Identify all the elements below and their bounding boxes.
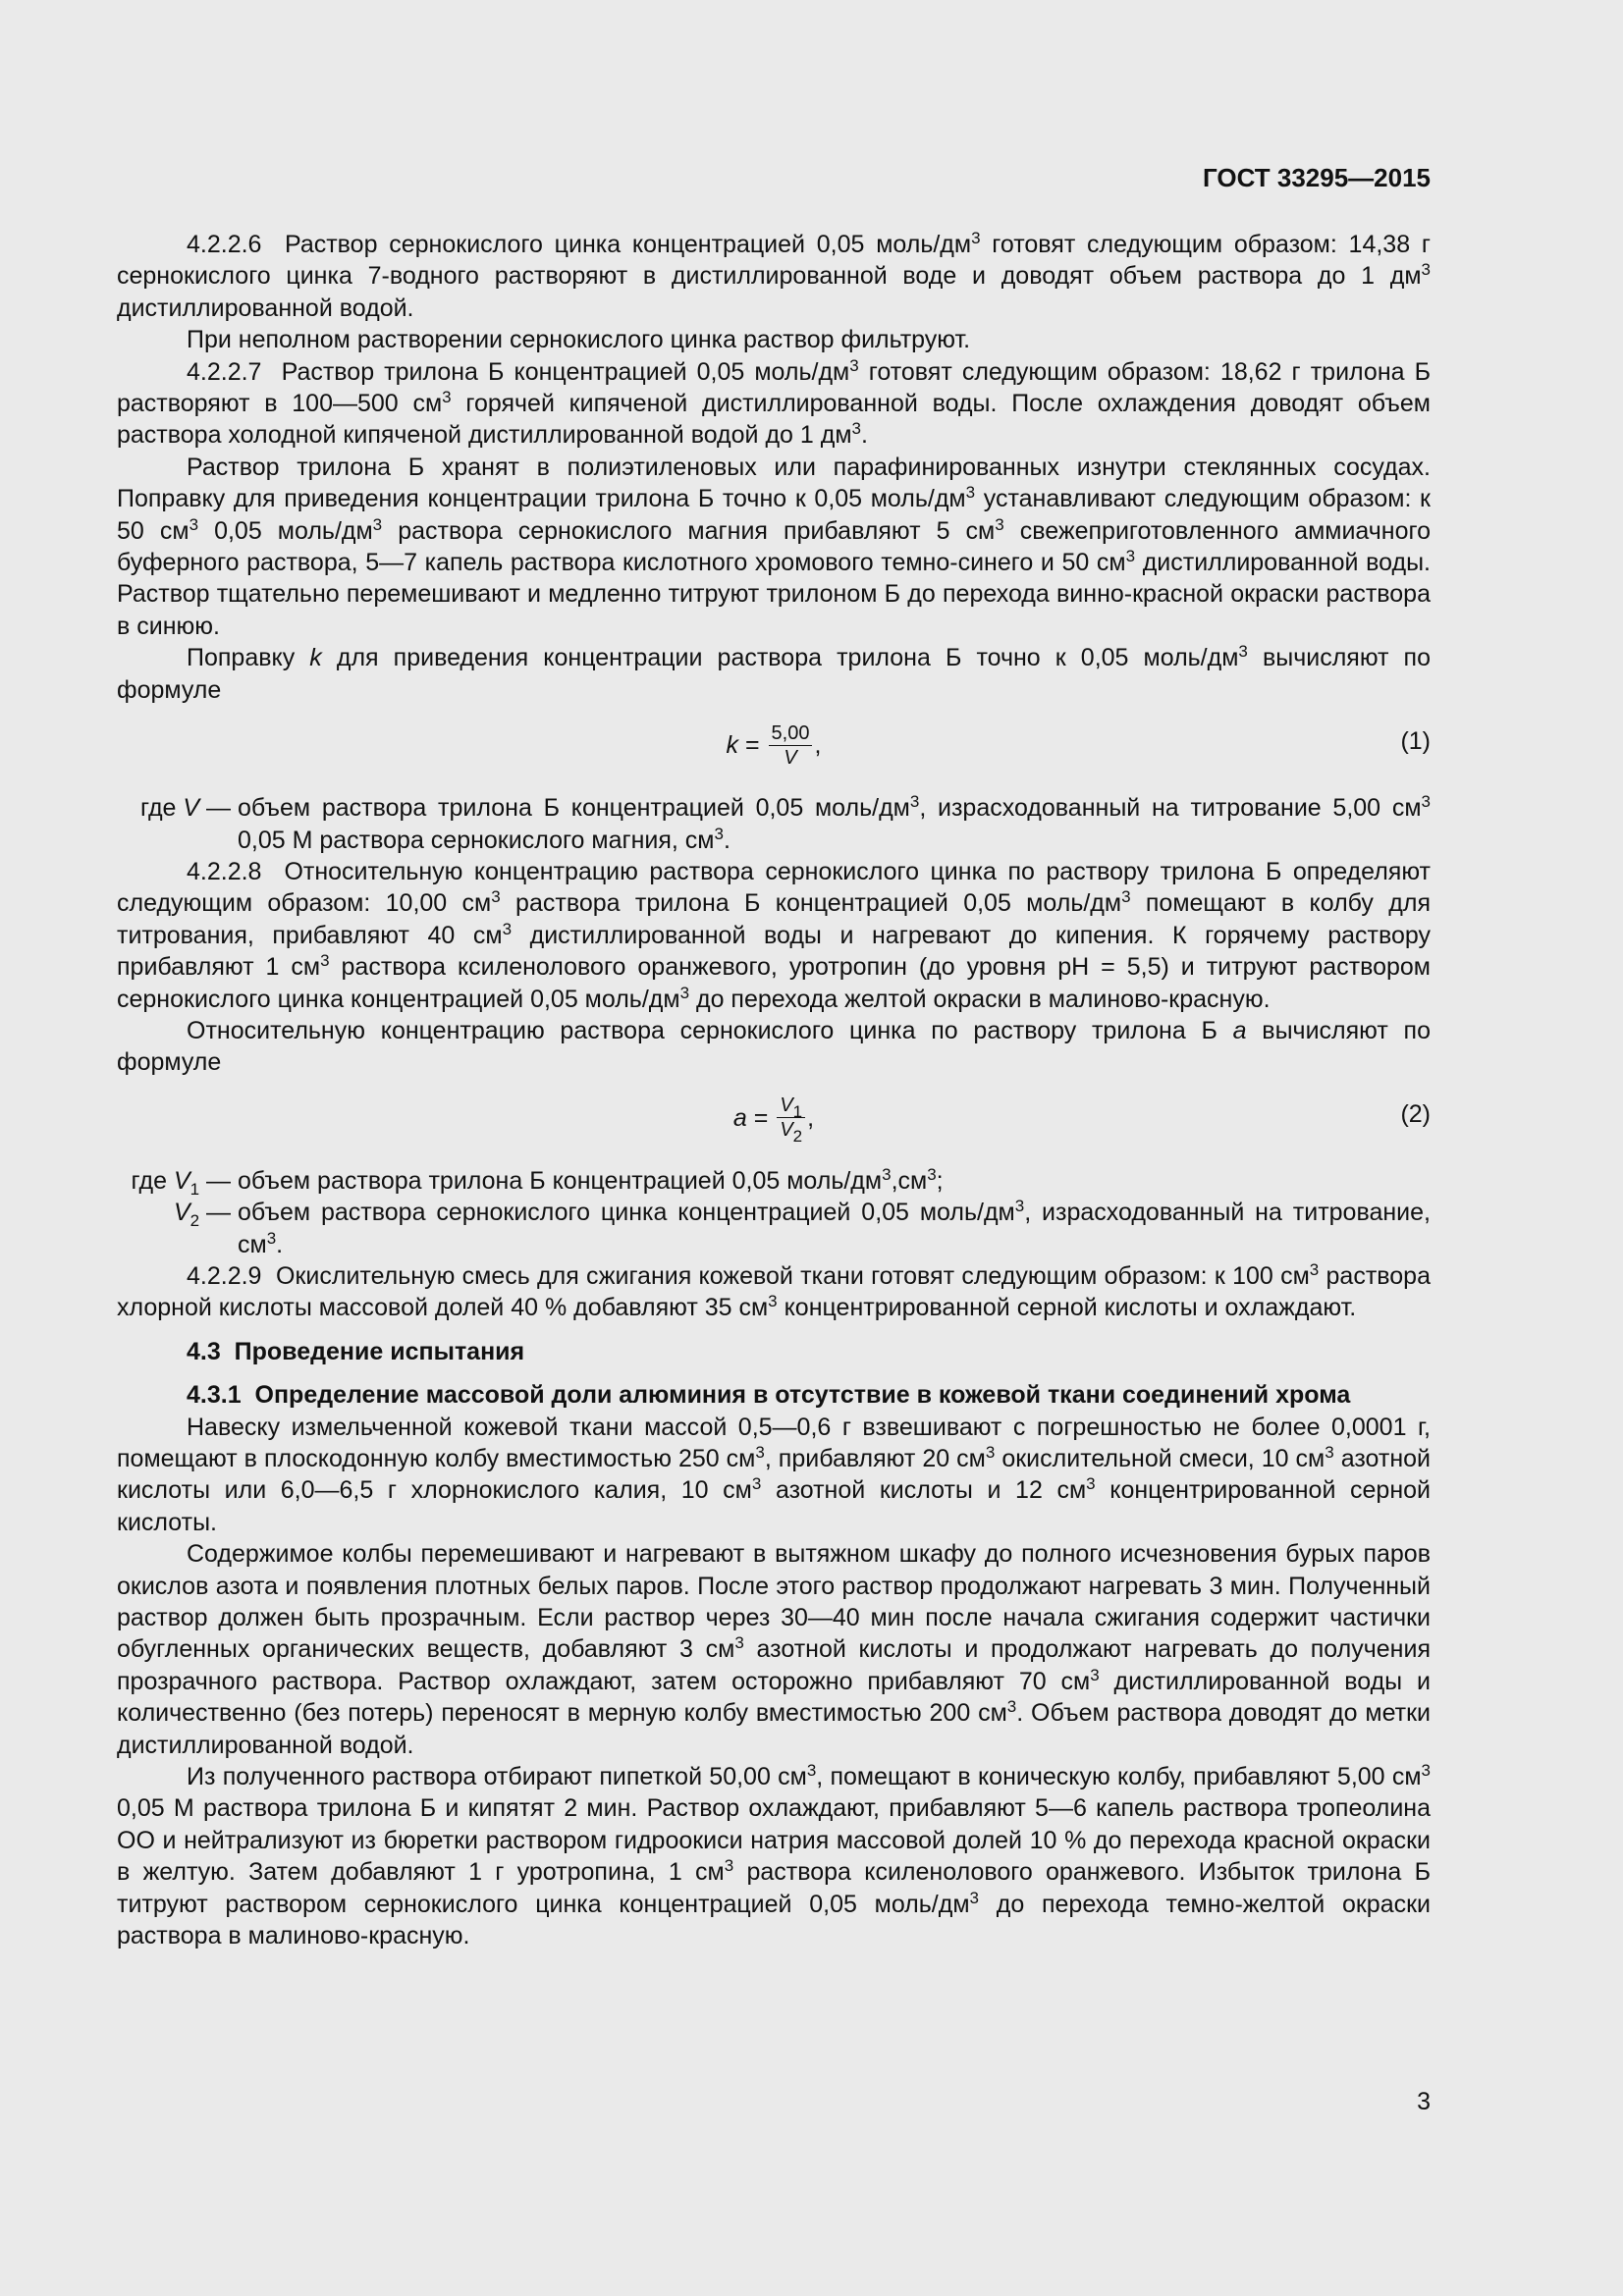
paragraph-4-2-2-6: 4.2.2.6 Раствор сернокислого цинка концентрацией 0,05 моль/$дм^3$ готовят следующим образом: 14,38 г сернокислого цинка 7-водного растворяют в дистиллированной воде и доводят объем раствора до 1 $дм^3$ дистиллированной водой. xyxy=(117,229,1431,322)
formula-2: a = $\frac{V_1}{V_2}$ , (2) xyxy=(732,1095,1431,1147)
page-number: 3 xyxy=(1417,2088,1431,2115)
paragraph-relative-concentration: Относительную концентрацию раствора сернокислого цинка по раствору трилона Б a вычисляют по формуле xyxy=(117,1016,1431,1077)
paragraph-trilon-storage: Раствор трилона Б хранят в полиэтиленовых или парафинированных изнутри стеклянных сосудах. Поправку для приведения концентрации трилона Б точно к 0,05 моль/$дм^3$ устанавливают следующим образом: к 50 $см^3$ 0,05 моль/$дм^3$ раствора сернокислого магния прибавляют 5 $см^3$ свежеприготовленного аммиачного буферного раствора, 5—7 капель раствора кислотного хромового темно-синего и 50 $см^3$ дистиллированной воды. Раствор тщательно перемешивают и медленно титруют трилоном Б до перехода винно-красной окраски раствора в синюю. xyxy=(117,453,1431,640)
paragraph-titration: Из полученного раствора отбирают пипеткой 50,00 $см^3$, помещают в коническую колбу, прибавляют 5,00 $см^3$ 0,05 М раствора трилона Б и кипятят 2 мин. Раствор охлаждают, прибавляют 5—6 капель раствора тропеолина ОО и нейтрализуют из бюретки раствором гидроокиси натрия массовой долей 10 % до перехода красной окраски в желтую. Затем добавляют 1 г уротропина, 1 $см^3$ раствора ксиленолового оранжевого. Избыток трилона Б титруют раствором сернокислого цинка концентрацией 0,05 моль/$дм^3$ до перехода темно-желтой окраски раствора в малиново-красную. xyxy=(117,1761,1431,1950)
paragraph-4-2-2-7: 4.2.2.7 Раствор трилона Б концентрацией 0,05 моль/$дм^3$ готовят следующим образом: 18,62 г трилона Б растворяют в 100—500 $см^3$ горячей кипяченой дистиллированной воды. После охлаждения доводят объем раствора холодной кипяченой дистиллированной водой до 1 $дм^3$. xyxy=(117,355,1432,450)
paragraph-flask-heating: Содержимое колбы перемешивают и нагревают в вытяжном шкафу до полного исчезновения бурых паров окислов азота и появления плотных белых паров. После этого раствор продолжают нагревать 3 мин. Полученный раствор должен быть прозрачным. Если раствор через 30—40 мин после начала сжигания содержит частички обугленных органических веществ, добавляют 3 $см^3$ азотной кислоты и продолжают нагревать до получения прозрачного раствора. Раствор охлаждают, затем осторожно прибавляют 70 $см^3$ дистиллированной воды и количественно (без потерь) переносят в мерную колбу вместимостью 200 $см^3$. Объем раствора доводят до метки дистиллированной водой. xyxy=(117,1540,1432,1759)
formula-1-number: (1) xyxy=(1400,727,1431,756)
formula-2-fraction: $\frac{V_1}{V_2}$ xyxy=(777,1094,805,1142)
paragraph-sample-weighing: Навеску измельченной кожевой ткани массой 0,5—0,6 г взвешивают с погрешностью не более 0,0001 г, помещают в плоскодонную колбу вместимостью 250 $см^3$, прибавляют 20 $см^3$ окислительной смеси, 10 $см^3$ азотной кислоты или 6,0—6,5 г хлорнокислого калия, 10 $см^3$ азотной кислоты и 12 $см^3$ концентрированной серной кислоты. xyxy=(117,1413,1432,1536)
section-heading-4-3: 4.3 Проведение испытания xyxy=(187,1337,525,1365)
formula-1: k = $\frac{5,00}{V}$ , (1) xyxy=(726,721,1431,769)
document-id: ГОСТ 33295—2015 xyxy=(1203,163,1431,192)
section-heading-4-3-1: 4.3.1 Определение массовой доли алюминия в отсутствие в кожевой ткани соединений хрома xyxy=(187,1381,1351,1410)
formula-1-lhs: k xyxy=(726,730,739,759)
paragraph-correction-k: Поправку k для приведения концентрации раствора трилона Б точно к 0,05 моль/$дм^3$ вычисляют по формуле xyxy=(117,642,1431,704)
where-clause-2-v1: где $V_1$ — объем раствора трилона Б концентрацией 0,05 моль/$дм^3,см^3$; xyxy=(131,1164,944,1199)
formula-2-lhs: a xyxy=(732,1103,747,1132)
formula-1-fraction: $\frac{5,00}{V}$ xyxy=(769,721,813,770)
paragraph-4-2-2-8: 4.2.2.8 Относительную концентрацию раствора сернокислого цинка по раствору трилона Б определяют следующим образом: 10,00 $см^3$ раствора трилона Б концентрацией 0,05 моль/$дм^3$ помещают в колбу для титрования, прибавляют 40 $см^3$ дистиллированной воды и нагревают до кипения. К горячему раствору прибавляют 1 $см^3$ раствора ксиленолового оранжевого, уротропин (до уровня pH = 5,5) и титруют раствором сернокислого цинка концентрацией 0,05 моль/$дм^3$ до перехода желтой окраски в малиново-красную. xyxy=(117,857,1431,1013)
where-clause-2-v2: $V_2$ — объем раствора сернокислого цинка концентрацией 0,05 моль/$дм^3$, израсходованный на титрование, $см^3$. xyxy=(173,1197,1431,1258)
formula-2-number: (2) xyxy=(1400,1099,1431,1128)
paragraph-filtration: При неполном растворении сернокислого цинка раствор фильтруют. xyxy=(187,326,971,354)
where-clause-1: где V — объем раствора трилона Б концентрацией 0,05 моль/$дм^3$, израсходованный на титрование 5,00 $см^3$ 0,05 М раствора сернокислого магния, $см^3$. xyxy=(139,792,1431,854)
paragraph-4-2-2-9: 4.2.2.9 Окислительную смесь для сжигания кожевой ткани готовят следующим образом: к 100 $см^3$ раствора хлорной кислоты массовой долей 40 % добавляют 35 $см^3$ концентрированной серной кислоты и охлаждают. xyxy=(117,1259,1431,1322)
